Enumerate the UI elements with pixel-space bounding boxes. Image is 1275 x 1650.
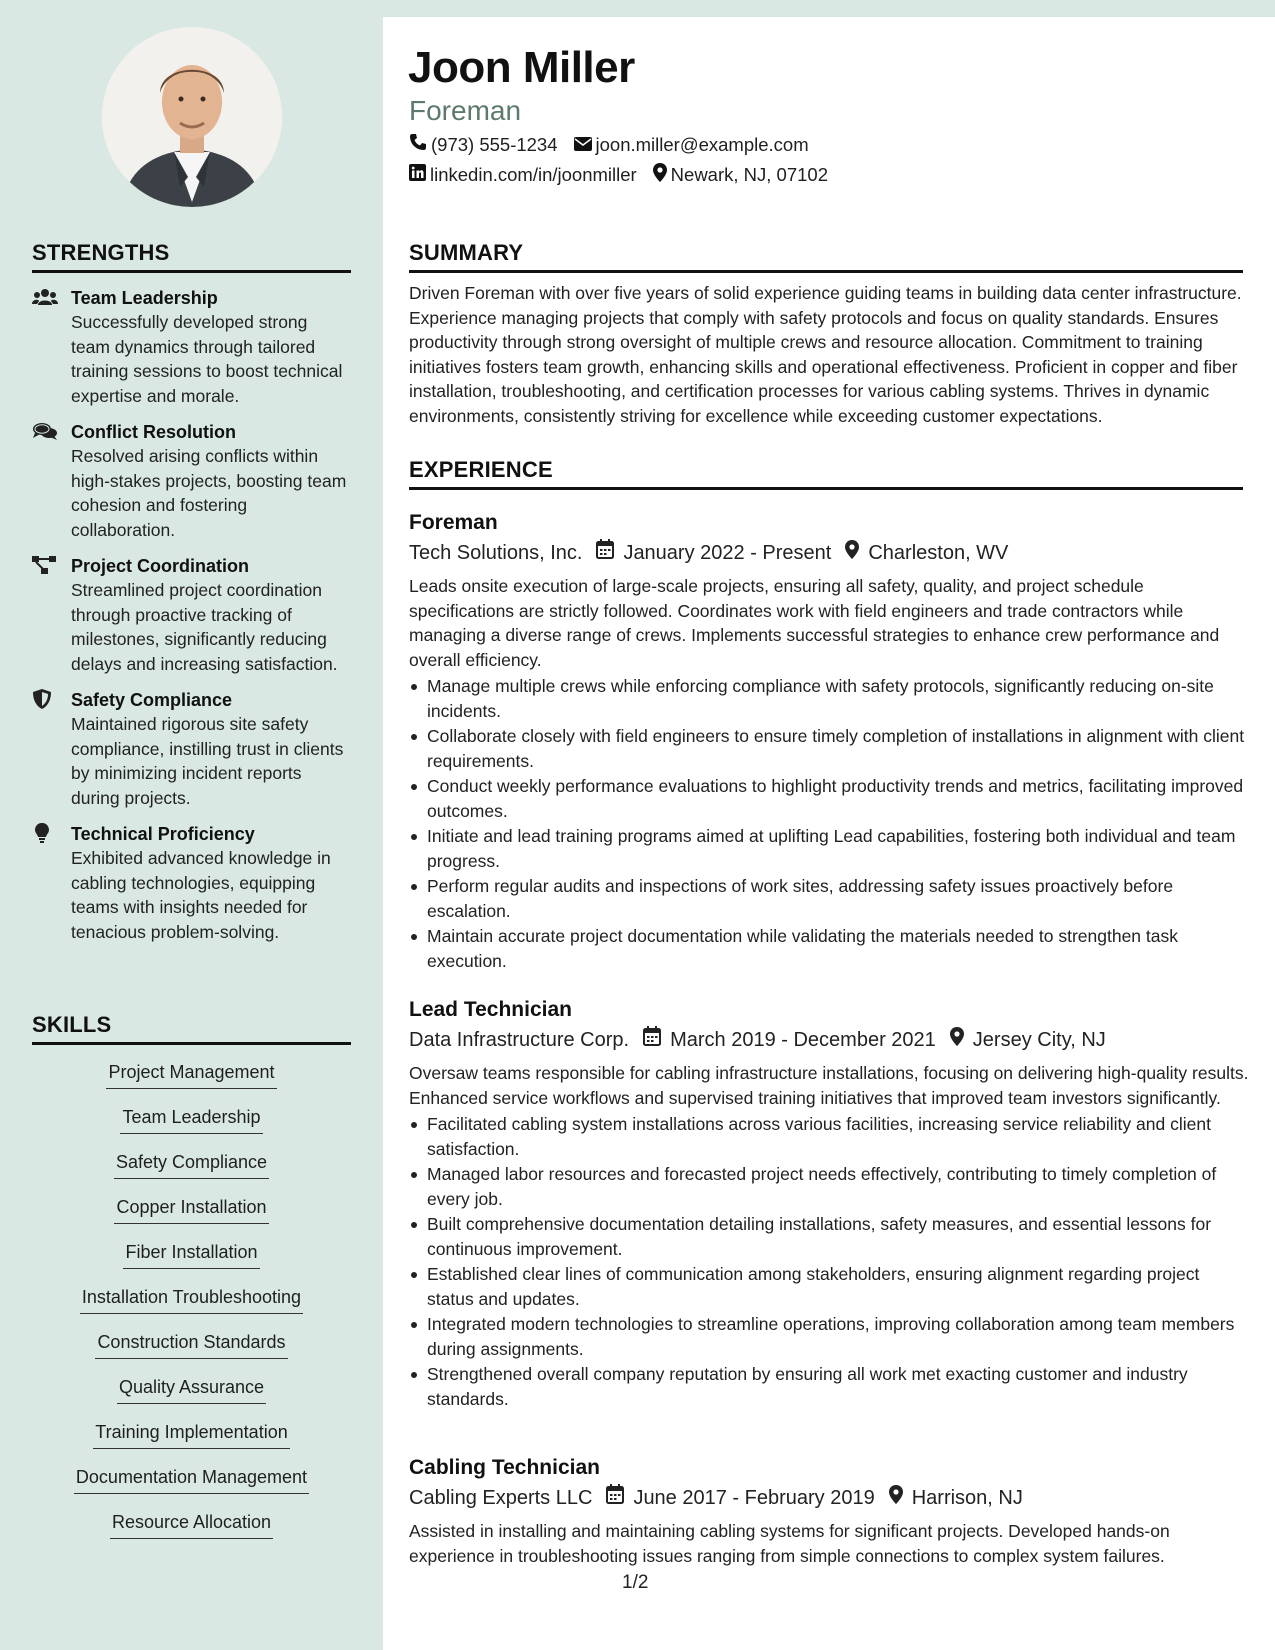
job-title: Foreman: [409, 511, 498, 534]
job-entry: [409, 509, 1249, 974]
job-dates-wrap: [596, 538, 831, 568]
calendar-icon: [643, 1025, 670, 1055]
skill-tag: Quality Assurance: [117, 1375, 266, 1404]
summary-header: [409, 240, 1243, 273]
strengths-header: [32, 240, 351, 273]
strengths-rule: [32, 270, 351, 273]
calendar-icon: [596, 538, 623, 568]
sidebar: [0, 0, 383, 1650]
job-bullets: [409, 1112, 1249, 1411]
skill-tag: Training Implementation: [93, 1420, 289, 1449]
job-dates-wrap: [606, 1483, 874, 1513]
job-entry: [409, 1454, 1249, 1568]
phone-icon: [409, 133, 431, 156]
job-meta: [409, 1483, 1249, 1513]
strength-desc: Maintained rigorous site safety compliance, instilling trust in clients by minimizing incident reports during projects.: [71, 714, 344, 808]
summary-title: SUMMARY: [409, 240, 524, 265]
job-dates: March 2019 - December 2021: [670, 1029, 936, 1051]
job-bullet: Strengthened overall company reputation by ensuring all work met exacting customer and industry standards.: [409, 1362, 1249, 1411]
skills-list: [32, 1060, 351, 1555]
skill-tag: Documentation Management: [74, 1465, 309, 1494]
strength-item: [32, 688, 351, 810]
job-description: Leads onsite execution of large-scale projects, ensuring all safety, quality, and project schedule specifications are strictly followed. Coordinates work with field engineers and trade contractors while managing a diverse range of crews. Implements successful strategies to enhance crew performance and overall efficiency.: [409, 576, 1220, 670]
skill-tag: Fiber Installation: [123, 1240, 259, 1269]
profile-photo: [102, 27, 282, 207]
map-pin-icon: [889, 1483, 912, 1513]
job-bullet: Facilitated cabling system installations across various facilities, increasing service reliability and client satisfaction.: [409, 1112, 1249, 1161]
job-location: Jersey City, NJ: [972, 1029, 1106, 1051]
job-bullet: Established clear lines of communication among stakeholders, ensuring alignment regarding project status and updates.: [409, 1262, 1249, 1311]
strengths-list: [32, 286, 351, 956]
linkedin-contact[interactable]: [409, 164, 637, 186]
job-title: Lead Technician: [409, 998, 572, 1021]
job-entry: [409, 996, 1249, 1412]
job-bullet: Initiate and lead training programs aimed at uplifting Lead capabilities, fostering both individual and team progress.: [409, 824, 1249, 873]
job-bullet: Collaborate closely with field engineers to ensure timely completion of installations in alignment with client requirements.: [409, 724, 1249, 773]
phone-text: (973) 555-1234: [431, 133, 558, 155]
strength-title: Team Leadership: [71, 288, 218, 308]
job-bullet: Built comprehensive documentation detailing installations, safety measures, and essential lessons for continuous improvement.: [409, 1212, 1249, 1261]
experience-title: EXPERIENCE: [409, 457, 553, 482]
strength-item: [32, 420, 351, 542]
map-pin-icon: [845, 538, 868, 568]
job-bullet: Perform regular audits and inspections of work sites, addressing safety issues proactively before escalation.: [409, 874, 1249, 923]
strengths-title: STRENGTHS: [32, 240, 170, 265]
summary-text: Driven Foreman with over five years of solid experience guiding teams in building data center infrastructure. Experience managing projects that comply with safety protocols and focus on quality standards. Ensures productivity through strong oversight of multiple crews and resource allocation. Commitment to training initiatives fosters team growth, enhancing skills and operational effectiveness. Proficient in copper and fiber installation, troubleshooting, and certification processes for various cabling systems. Thrives in dynamic environments, consistently striving for excellence while exceeding customer expectations.: [409, 283, 1242, 426]
skills-rule: [32, 1042, 351, 1045]
skill-tag: Construction Standards: [95, 1330, 287, 1359]
job-location-wrap: [845, 538, 1008, 568]
job-location-wrap: [950, 1025, 1106, 1055]
candidate-name: Joon Miller: [408, 43, 635, 92]
candidate-role: Foreman: [409, 95, 522, 126]
strength-item: [32, 286, 351, 408]
experience-header: [409, 457, 1243, 490]
job-location: Harrison, NJ: [911, 1487, 1023, 1509]
shield-icon: [32, 689, 58, 709]
job-company: Cabling Experts LLC: [409, 1487, 593, 1509]
users-icon: [32, 287, 58, 307]
job-dates-wrap: [643, 1025, 936, 1055]
contact-row-1: [409, 133, 825, 156]
skill-tag: Project Management: [106, 1060, 276, 1089]
email-contact[interactable]: [574, 134, 809, 156]
strength-title: Technical Proficiency: [71, 824, 255, 844]
job-bullet: Maintain accurate project documentation while validating the materials needed to strengthen task execution.: [409, 924, 1249, 973]
map-pin-icon: [653, 163, 671, 187]
contact-row-2: [409, 163, 844, 187]
page-number: 1/2: [622, 1572, 649, 1593]
location-contact: [653, 163, 828, 187]
job-meta: [409, 1025, 1249, 1055]
job-dates: June 2017 - February 2019: [633, 1487, 875, 1509]
skill-tag: Copper Installation: [114, 1195, 268, 1224]
job-bullets: [409, 674, 1249, 973]
strength-title: Project Coordination: [71, 556, 250, 576]
job-location: Charleston, WV: [868, 542, 1009, 564]
comments-icon: [32, 421, 58, 441]
skill-tag: Team Leadership: [120, 1105, 262, 1134]
strength-title: Conflict Resolution: [71, 422, 236, 442]
strength-title: Safety Compliance: [71, 690, 233, 710]
strength-desc: Exhibited advanced knowledge in cabling technologies, equipping teams with insights needed for tenacious problem-solving.: [71, 848, 331, 942]
skill-tag: Resource Allocation: [110, 1510, 273, 1539]
email-text: joon.miller@example.com: [595, 133, 809, 155]
strength-desc: Successfully developed strong team dynamics through tailored training sessions to boost technical expertise and morale.: [71, 312, 343, 406]
lightbulb-icon: [32, 823, 58, 843]
job-bullet: Manage multiple crews while enforcing compliance with safety protocols, significantly reducing on-site incidents.: [409, 674, 1249, 723]
linkedin-icon: [409, 164, 430, 186]
job-bullet: Conduct weekly performance evaluations to highlight productivity trends and metrics, facilitating improved outcomes.: [409, 774, 1249, 823]
email-icon: [574, 134, 596, 156]
job-bullet: Managed labor resources and forecasted project needs effectively, contributing to timely completion of every job.: [409, 1162, 1249, 1211]
skill-tag: Installation Troubleshooting: [80, 1285, 303, 1314]
job-company: Tech Solutions, Inc.: [409, 542, 583, 564]
experience-rule: [409, 487, 1243, 490]
job-description: Oversaw teams responsible for cabling infrastructure installations, focusing on delivering high-quality results. Enhanced service workflows and supervised training initiatives that improved team investors significantly.: [409, 1063, 1249, 1108]
job-bullet: Integrated modern technologies to streamline operations, improving collaboration among team members during assignments.: [409, 1312, 1249, 1361]
job-meta: [409, 538, 1249, 568]
job-location-wrap: [889, 1483, 1023, 1513]
summary-rule: [409, 270, 1243, 273]
skills-title: SKILLS: [32, 1012, 112, 1037]
strength-item: [32, 554, 351, 676]
linkedin-text: linkedin.com/in/joonmiller: [430, 164, 637, 185]
project-diagram-icon: [32, 555, 58, 575]
job-title: Cabling Technician: [409, 1456, 600, 1479]
strength-item: [32, 822, 351, 944]
job-description: Assisted in installing and maintaining cabling systems for significant projects. Developed hands-on experience in troubleshooting issues ranging from simple connections to complex system failures.: [409, 1521, 1170, 1566]
skills-header: [32, 1012, 351, 1045]
calendar-icon: [606, 1483, 633, 1513]
job-company: Data Infrastructure Corp.: [409, 1029, 630, 1051]
strength-desc: Resolved arising conflicts within high-stakes projects, boosting team cohesion and fostering collaboration.: [71, 446, 347, 540]
job-dates: January 2022 - Present: [623, 542, 832, 564]
main-content: [383, 17, 1275, 1650]
map-pin-icon: [950, 1025, 973, 1055]
skill-tag: Safety Compliance: [114, 1150, 269, 1179]
strength-desc: Streamlined project coordination through proactive tracking of milestones, significantly reducing delays and increasing satisfaction.: [71, 580, 338, 674]
location-text: Newark, NJ, 07102: [670, 164, 828, 185]
phone-contact: [409, 133, 558, 156]
